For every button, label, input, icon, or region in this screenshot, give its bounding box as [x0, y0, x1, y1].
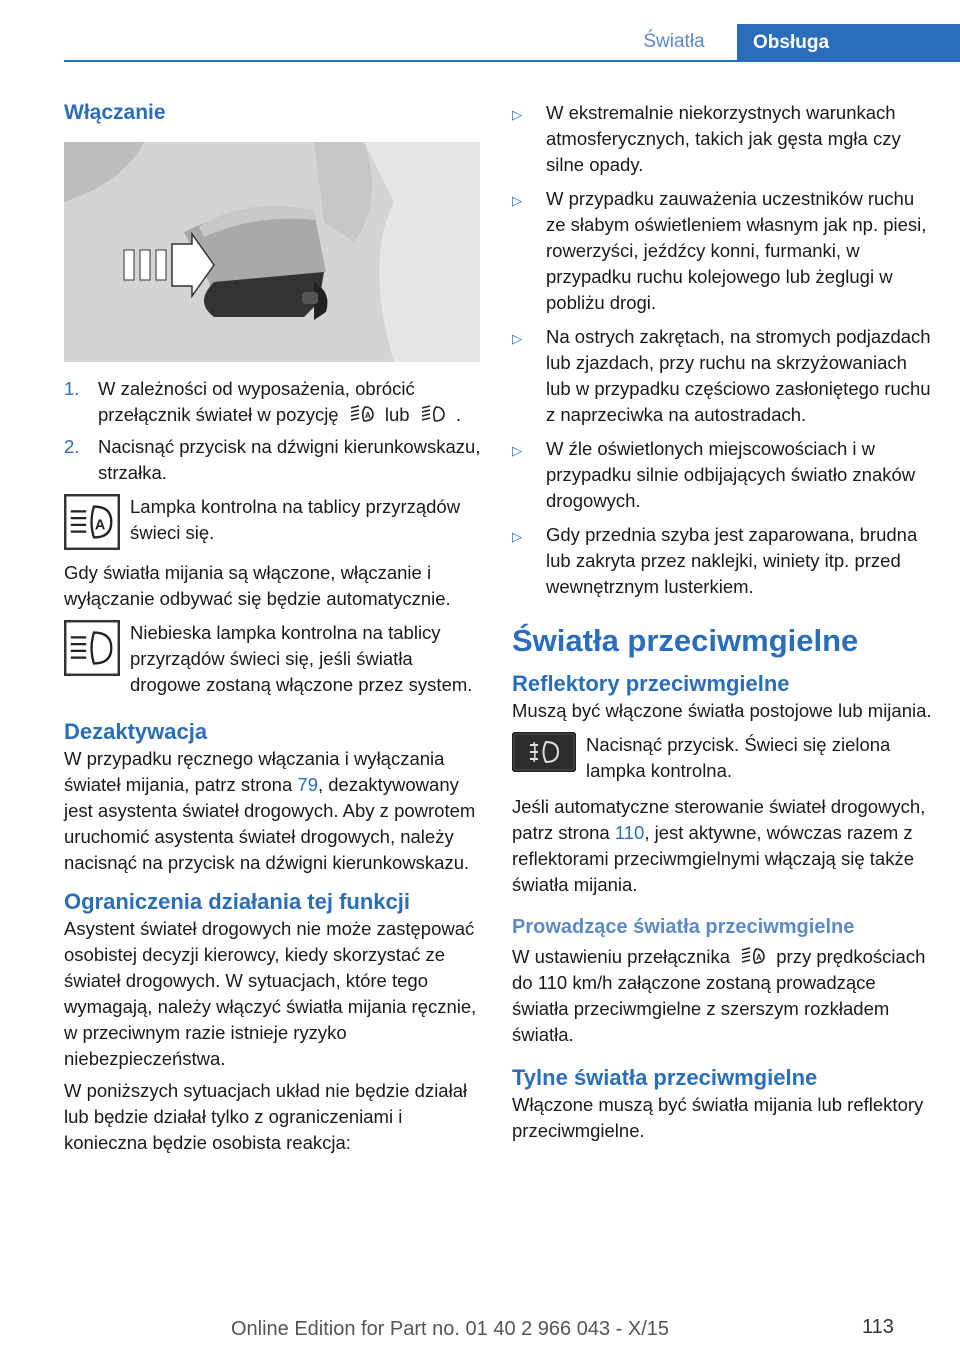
para-dezaktywacja [64, 746, 482, 876]
bullet-text: W ekstremalnie niekorzystnych warunkach atmosferycznych, takich jak gęsta mgła czy silne opady. [546, 102, 901, 175]
step-1 [64, 376, 482, 428]
indicator-note-1-text: Lampka kontrolna na tablicy przyrządów świeci się. [130, 496, 461, 543]
bullet-arrow-icon: ▷ [512, 529, 522, 544]
heading-wlaczanie: Włączanie [64, 101, 166, 124]
svg-text:A: A [364, 411, 371, 420]
steps-list [64, 376, 482, 486]
page-number: 113 [862, 1316, 894, 1338]
high-beam-assistant-indicator-icon [64, 494, 120, 550]
bullet-text: W źle oświetlonych miejscowościach i w przypadku silnie odbijających światło znaków drogowych. [546, 438, 916, 511]
auto-headlight-switch-icon [739, 945, 767, 967]
prow-text-b: przy prędkościach do 110 km/h załączone zostaną prowadzące światła przeciwmgielne z szerszym rozkładem światła. [512, 946, 926, 1045]
turn-signal-lever-image [64, 142, 480, 362]
svg-text:A: A [756, 953, 762, 962]
indicator-note-2-text: Niebieska lampka kontrolna na tablicy przyrządów świeci się, jeśli światła drogowe zostaną włączone przez system. [130, 622, 473, 695]
bullet-item [512, 100, 932, 178]
bullet-item [512, 522, 932, 600]
para-ograniczenia-2: W poniższych sytuacjach układ nie będzie działał lub będzie działał tylko z ograniczeniami i konieczna będzie osobista reakcja: [64, 1080, 468, 1153]
step-1-text-a: W zależności od wyposażenia, obrócić przełącznik świateł w pozycję [98, 378, 415, 425]
indicator-note-2 [64, 620, 482, 698]
page-link-79[interactable]: 79 [297, 774, 318, 795]
fog-button-note [512, 732, 932, 784]
heading-prowadzace: Prowadzące światła przeciwmgielne [512, 916, 855, 938]
step-number: 1. [64, 378, 80, 399]
page-link-110[interactable]: 110 [614, 822, 645, 843]
heading-tylne: Tylne światła przeciwmgielne [512, 1065, 818, 1090]
refl-p2-text-a: Jeśli automatyczne sterowanie świateł drogowych, patrz strona [512, 796, 926, 843]
fog-button-note-text: Nacisnąć przycisk. Świeci się zielona lampka kontrolna. [586, 734, 891, 781]
step-text [98, 376, 482, 428]
step-2 [64, 434, 482, 486]
header-rule [64, 60, 960, 62]
heading-reflektory: Reflektory przeciwmgielne [512, 671, 790, 696]
heading-swiatla-przeciwmgielne: Światła przeciwmgielne [512, 623, 859, 658]
para-reflektory: Muszą być włączone światła postojowe lub mijania. [512, 700, 932, 721]
heading-ograniczenia: Ograniczenia działania tej funkcji [64, 889, 410, 914]
low-beam-icon [419, 403, 447, 425]
left-column [64, 100, 482, 1156]
para-auto: Gdy światła mijania są włączone, włączanie i wyłączanie odbywać się będzie automatycznie. [64, 562, 451, 609]
deact-text-b: , dezaktywowany jest asystenta świateł drogowych. Aby z powrotem uruchomić asystenta świateł drogowych, należy nacisnąć na przycisk na dźwigni kierunkowskazu. [64, 774, 476, 873]
right-column [512, 100, 932, 1144]
bullet-arrow-icon: ▷ [512, 193, 522, 208]
bullet-arrow-icon: ▷ [512, 443, 522, 458]
bullet-item [512, 186, 932, 316]
bullet-item [512, 436, 932, 514]
bullet-text: W przypadku zauważenia uczestników ruchu ze słabym oświetleniem własnym jak np. piesi, rowerzyści, jeźdźcy konni, furmanki, w przypadku ruchu kolejowego lub żeglugi w pobliżu drogi. [546, 188, 927, 313]
bullet-arrow-icon: ▷ [512, 331, 522, 346]
header-section-title: Światła [643, 31, 705, 52]
heading-dezaktywacja: Dezaktywacja [64, 719, 208, 744]
para-tylne: Włączone muszą być światła mijania lub reflektory przeciwmgielne. [512, 1094, 924, 1141]
para-ograniczenia-1: Asystent świateł drogowych nie może zastępować osobistej decyzji kierowcy, kiedy skorzystać ze świateł drogowych. W sytuacjach, które tego wymagają, należy włączyć światła mijania ręcznie, w przeciwnym razie istnieje ryzyko niebezpieczeństwa. [64, 918, 477, 1069]
refl-p2-text-b: , jest aktywne, wówczas razem z reflektorami przeciwmgielnymi włączają się także światła mijania. [512, 822, 914, 895]
prow-text-a: W ustawieniu przełącznika [512, 946, 730, 967]
step-1-text-b: lub [384, 404, 410, 425]
header-chapter-tab: Obsługa [737, 24, 960, 62]
bullet-item [512, 324, 932, 428]
svg-text:A: A [94, 517, 106, 534]
front-fog-light-button-icon [512, 732, 576, 772]
high-beam-indicator-icon [64, 620, 120, 676]
limitations-bullet-list [512, 100, 932, 600]
para-prowadzace [512, 944, 932, 1048]
bullet-text: Na ostrych zakrętach, na stromych podjazdach lub zjazdach, przy ruchu na skrzyżowaniach lub w przypadku częściowo zasłoniętego ruchu z naprzeciwka na autostradach. [546, 326, 931, 425]
footer-edition: Online Edition for Part no. 01 40 2 966 043 - X/15 [230, 1318, 670, 1340]
para-auto-fog [512, 794, 932, 898]
stalk-illustration [64, 142, 480, 362]
bullet-arrow-icon: ▷ [512, 107, 522, 122]
step-text: Nacisnąć przycisk na dźwigni kierunkowskazu, strzałka. [98, 436, 481, 483]
deact-text-a: W przypadku ręcznego włączania i wyłączania świateł mijania, patrz strona [64, 748, 445, 795]
bullet-text: Gdy przednia szyba jest zaparowana, brudna lub zakryta przez naklejki, winiety itp. przed wewnętrznym lusterkiem. [546, 524, 918, 597]
step-1-text-c: . [455, 404, 461, 425]
auto-headlight-switch-icon [348, 403, 376, 425]
step-number: 2. [64, 436, 80, 457]
indicator-note-1 [64, 494, 482, 550]
